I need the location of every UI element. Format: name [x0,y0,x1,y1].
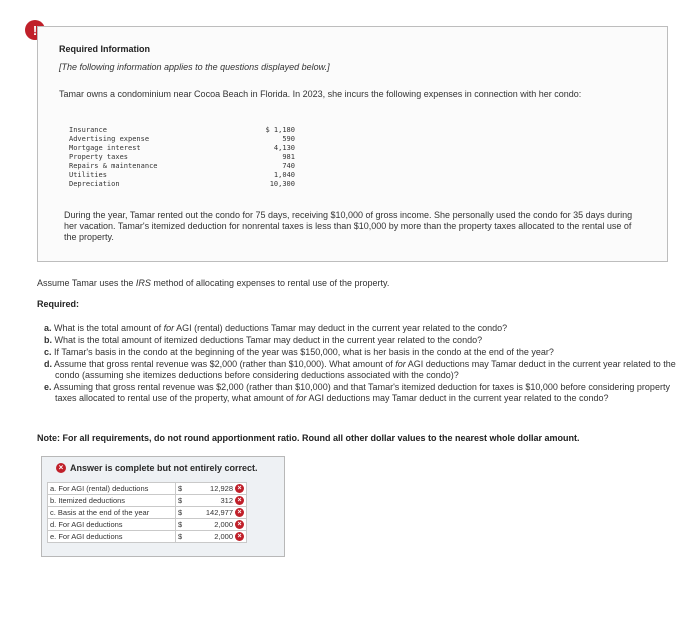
incorrect-icon: × [235,496,244,505]
answer-panel [41,456,285,557]
answer-label: e. For AGI deductions [48,531,176,543]
incorrect-icon: × [235,520,244,529]
expense-row [69,153,295,162]
question-letter: b. [44,335,52,345]
question-letter: a. [44,323,52,333]
answer-value-cell [192,531,247,543]
expense-amount: 1,040 [273,171,295,179]
assumption-text: Assume Tamar uses the IRS method of allocating expenses to rental use of the property. [37,278,390,288]
answer-status-text: Answer is complete but not entirely correct. [70,463,258,473]
answer-value[interactable]: 2,000 [214,531,233,541]
question-item: a. What is the total amount of for AGI (rental) deductions Tamar may deduct in the current year related to the condo? [44,323,508,333]
expense-row [69,144,295,153]
question-list [44,323,676,405]
expense-label: Repairs & maintenance [69,162,158,170]
expense-row [69,135,295,144]
rounding-note: Note: For all requirements, do not round apportionment ratio. Round all other dollar values to the nearest whole dollar amount. [37,433,580,443]
expense-amount: 590 [282,135,295,143]
answer-status [56,463,258,473]
answer-value[interactable]: 2,000 [214,519,233,529]
expense-label: Depreciation [69,180,120,188]
question-item: c. If Tamar's basis in the condo at the beginning of the year was $150,000, what is her basis in the condo at the end of the year? [44,347,554,357]
answer-label: c. Basis at the end of the year [48,507,176,519]
incorrect-icon: × [235,532,244,541]
expense-row [69,162,295,171]
answer-row [48,495,247,507]
dollar-sign: $ [176,531,193,543]
info-subtitle: [The following information applies to the questions displayed below.] [59,62,330,72]
answer-label: a. For AGI (rental) deductions [48,483,176,495]
expense-label: Property taxes [69,153,129,161]
answer-value-cell [192,519,247,531]
expense-amount: 981 [282,153,295,161]
expense-label: Insurance [69,126,107,134]
answer-row [48,519,247,531]
incorrect-icon: × [235,484,244,493]
expense-row [69,126,295,135]
intro-text: Tamar owns a condominium near Cocoa Beach in Florida. In 2023, she incurs the following expenses in connection with her condo: [59,89,582,99]
incorrect-icon: × [56,463,66,473]
dollar-sign: $ [176,519,193,531]
expense-label: Mortgage interest [69,144,141,152]
expense-amount: 740 [282,162,295,170]
answer-row [48,483,247,495]
answer-row [48,531,247,543]
expense-amount: $ 1,180 [265,126,295,134]
dollar-sign: $ [176,507,193,519]
answer-value[interactable]: 12,928 [210,483,233,493]
dollar-sign: $ [176,495,193,507]
answer-value-cell [192,507,247,519]
expense-label: Advertising expense [69,135,150,143]
incorrect-icon: × [235,508,244,517]
answer-table [47,482,247,543]
question-letter: c. [44,347,52,357]
dollar-sign: $ [176,483,193,495]
expense-label: Utilities [69,171,107,179]
question-letter: e. [44,382,52,392]
expense-amount: 4,130 [273,144,295,152]
question-letter: d. [44,359,52,369]
answer-label: d. For AGI deductions [48,519,176,531]
question-item: d. Assume that gross rental revenue was $2,000 (rather than $10,000). What amount of for AGI deductions may Tamar deduct in the current year related to the condo (assuming she itemizes deductions before considering deductions associated with the condo)? [44,359,676,380]
info-title: Required Information [59,44,151,54]
answer-label: b. Itemized deductions [48,495,176,507]
expense-amount: 10,300 [269,180,295,188]
rental-usage-text: During the year, Tamar rented out the condo for 75 days, receiving $10,000 of gross income. She personally used the condo for 35 days during her vacation. Tamar's itemized deduction for nonrental taxes is less than $10,000 by more than the property taxes allocated to the rental use of the property. [64,210,633,242]
required-information-panel [37,26,668,262]
question-item: b. What is the total amount of itemized deductions Tamar may deduct in the current year related to the condo? [44,335,483,345]
alert-icon: ! [25,20,45,40]
answer-row [48,507,247,519]
answer-value-cell [192,495,247,507]
question-item: e. Assuming that gross rental revenue was $2,000 (rather than $10,000) and that Tamar's itemized deduction for taxes is $10,000 before considering property taxes allocated to rental use of the property, what amount of for AGI deductions may Tamar deduct in the current year related to the condo? [44,382,670,403]
expense-row [69,180,295,189]
required-label: Required: [37,299,80,309]
answer-value[interactable]: 312 [220,495,233,505]
expense-table [69,126,295,189]
expense-row [69,171,295,180]
answer-value-cell [192,483,247,495]
answer-value[interactable]: 142,977 [205,507,233,517]
